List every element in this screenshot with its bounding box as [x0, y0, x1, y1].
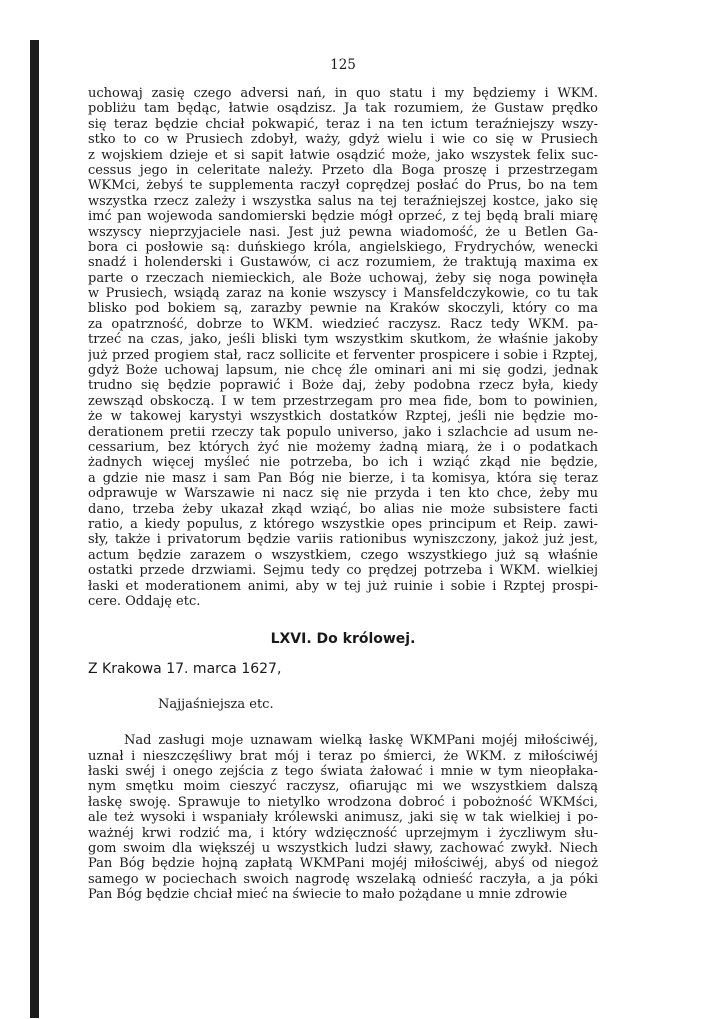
- text-line: żadnych więcej myśleć nie potrzeba, bo ich i wziąć zkąd nie będzie,: [88, 455, 598, 471]
- text-line: Pan Bóg będzie hojną zapłatą WKMPani mojéj miłościwéj, abyś od niegoż: [88, 856, 598, 872]
- text-line: uchowaj zasię czego adversi nań, in quo statu i my będziemy i WKM.: [88, 86, 598, 101]
- document-page: [88, 56, 598, 903]
- continued-letter-text: [88, 86, 598, 609]
- text-line: imć pan wojewoda sandomierski będzie mógł oprzeć, z tej będą brali miarę: [88, 209, 598, 225]
- text-line: zewsząd obskoczą. I w tem przestrzegam pro mea fide, bom to powinien,: [88, 393, 598, 409]
- text-line: się teraz będzie chciał pokwapić, teraz i na ten ictum teraźniejszy wszy-: [88, 116, 598, 132]
- text-line: snadź i holenderski i Gustawów, ci acz rozumiem, że traktują maxima ex: [88, 255, 598, 271]
- text-line: cessarium, bez których żyć nie możemy żadną miarą, że i o podatkach: [88, 439, 598, 455]
- text-line: sły, także i privatorum będzie variis rationibus wyniszczony, jakoż już jest,: [88, 532, 598, 548]
- text-line: za opatrzność, dobrze to WKM. wiedzieć raczysz. Racz tedy WKM. pa-: [88, 316, 598, 332]
- page-number: 125: [330, 57, 356, 73]
- text-line: gom swoim dla większéj u wszystkich ludzi sławy, zachować zwykł. Niech: [88, 841, 598, 857]
- text-line: uznał i nieszczęśliwy brat mój i teraz po śmierci, że WKM. z miłościwéj: [88, 748, 598, 764]
- letter-heading: LXVI. Do królowej.: [270, 631, 416, 648]
- text-line: nym smętku moim cieszyć raczysz, ofiarując mi we wszystkiem dalszą: [88, 779, 598, 795]
- text-line: Nad zasługi moje uznawam wielką łaskę WKMPani mojéj miłościwéj,: [124, 733, 598, 749]
- letter-salutation: Najjaśniejsza etc.: [158, 697, 274, 713]
- text-line: cere. Oddaję etc.: [88, 593, 201, 609]
- letter-dateline: Z Krakowa 17. marca 1627,: [88, 661, 282, 678]
- text-line: derationem pretii rzeczy tak populo universo, jako i szlachcie ad usum ne-: [88, 424, 598, 440]
- text-line: odprawuje w Warszawie ni nacz się nie przyda i ten kto chce, żeby mu: [88, 486, 598, 502]
- text-line: z wojskiem dzieje et si sapit łatwie osądzić może, jako wszystek felix suc-: [88, 147, 598, 163]
- text-line: blisko pod bokiem są, zarazby pewnie na Kraków skoczyli, który co ma: [88, 301, 598, 317]
- text-line: wszystka rzecz zależy i wszystka salus na tej teraźniejszej kostce, jako się: [88, 193, 598, 209]
- text-line: że w takowej karystyi wszystkich dostatków Rzptej, jeśli nie będzie mo-: [88, 409, 598, 425]
- text-line: łaskę swoję. Sprawuje to nietylko wrodzona dobroć i pobożność WKMści,: [88, 794, 598, 810]
- text-line: pobliżu tam będąc, łatwie osądzisz. Ja tak rozumiem, że Gustaw prędko: [88, 101, 598, 117]
- text-line: actum będzie zarazem o wszystkiem, czego wszystkiego już są właśnie: [88, 547, 598, 563]
- text-line: bora ci posłowie są: duńskiego króla, angielskiego, Frydrychów, wenecki: [88, 239, 598, 255]
- text-line: ratio, a kiedy populus, z którego wszystkie opes principum et Reip. zawi-: [88, 516, 598, 532]
- text-line: cessus jego in celeritate należy. Przeto dla Boga proszę i przestrzegam: [88, 162, 598, 178]
- text-line: samego w pociechach swoich nagrodę wszelaką odnieść raczyła, a ja póki: [88, 871, 598, 887]
- text-line: stko to co w Prusiech zdobył, waży, gdyż wielu i wie co się w Prusiech: [88, 132, 598, 148]
- text-line: trzeć na czas, jako, jeśli bliski tym wszystkim skutkom, że właśnie jakoby: [88, 332, 598, 348]
- text-line: Pan Bóg będzie chciał mieć na świecie to mało pożądane u mnie zdrowie: [88, 887, 568, 903]
- text-line: ostatki przede drzwiami. Sejmu tedy co prędzej potrzeba i WKM. wielkiej: [88, 563, 598, 579]
- text-line: a gdzie nie masz i sam Pan Bóg nie bierze, i ta komisya, która się teraz: [88, 470, 598, 486]
- text-line: łaski et moderationem animi, aby w tej już ruinie i sobie i Rzptej prospi-: [88, 578, 598, 594]
- text-line: trudno się będzie poprawić i Boże daj, żeby podobna rzecz była, kiedy: [88, 378, 598, 394]
- text-line: ważnéj krwi rodzić ma, i który wdzięczność uprzejmym i życzliwym słu-: [88, 825, 598, 841]
- text-line: już przed progiem stał, racz sollicite et ferventer prospicere i sobie i Rzptej,: [88, 347, 598, 363]
- text-line: parte o rzeczach niemieckich, ale Boże uchowaj, żeby się noga powinęła: [88, 270, 598, 286]
- text-line: WKMci, żebyś te supplementa raczył coprędzej posłać do Prus, bo na tem: [88, 178, 598, 194]
- letter-body-text: [88, 733, 598, 902]
- text-line: wszyscy nieprzyjaciele nasi. Jest już pewna wiadomość, że u Betlen Ga-: [88, 224, 598, 240]
- text-line: ale też wysoki i wspaniały królewski animusz, jaki się w tak wielkiej i po-: [88, 810, 598, 826]
- text-line: gdyż Boże uchowaj lapsum, nie chcę źle ominari ani mi się godzi, jednak: [88, 363, 598, 379]
- text-line: dano, trzeba żeby ukazał zkąd wziąć, bo alias nie może subsistere facti: [88, 501, 598, 517]
- page-binding-edge: [30, 40, 39, 1018]
- text-line: w Prusiech, wsiądą zaraz na konie wszyscy i Mansfeldczykowie, co tu tak: [88, 286, 598, 302]
- text-line: łaski swéj i onego zejścia z tego świata żałować i mnie w tym nieopłaka-: [88, 764, 598, 780]
